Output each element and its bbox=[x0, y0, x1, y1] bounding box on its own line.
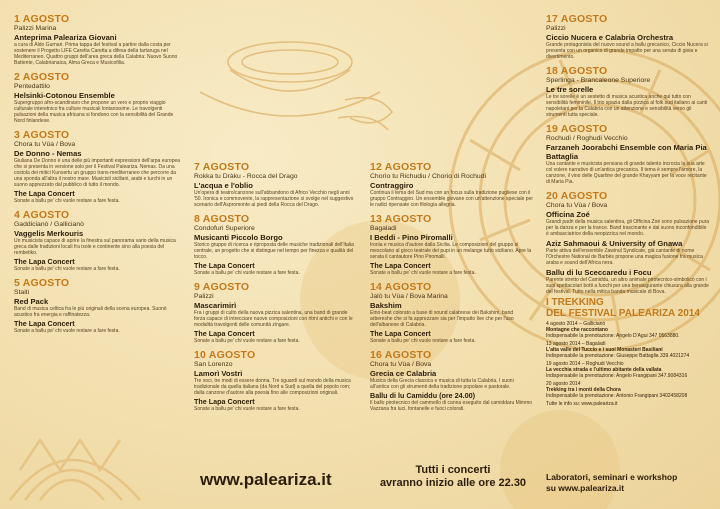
event-date: 2 AGOSTO bbox=[14, 71, 70, 83]
event-date: 3 AGOSTO bbox=[14, 129, 70, 141]
event-place: Chora tu Vùa / Bova bbox=[370, 361, 432, 368]
event-description: Grandi padri della musica salentina, gli Officina Zoé sono pulsazione pura per la danza e per la trance. Band trascinante e dal suono inconfondibile è ambasciatrice della neopizzica nel mondo. bbox=[546, 219, 710, 237]
event-title: Le tre sorelle bbox=[546, 85, 594, 94]
event-2-agosto bbox=[14, 72, 182, 124]
event-description-third: Parente stretto del Camiddu, un altro animale pirotecnico-simbolico con i suoi spettacolari botti a fuochi per una benaugurante chiusura alla grande del festival. Tutto nella mitica banda musicale di Bova. bbox=[546, 277, 709, 295]
event-place: Rokka tu Dràku - Rocca del Drago bbox=[194, 173, 298, 180]
workshops-line-1: Laboratori, seminari e workshop bbox=[546, 472, 678, 482]
event-5-agosto bbox=[14, 278, 182, 334]
event-1-agosto bbox=[14, 14, 182, 66]
event-title: I Beddi - Pino Piromalli bbox=[370, 233, 453, 242]
event-description: Le tre sorelle è un sestetto di musica acustica anche qui tutto con sensibilità femminile. Il trio spazia dalla pizzica al folk sud italiano ai canti napoletani per la Calabria con un attenzione e sensibilità verso gli strumenti tutta speciale. bbox=[546, 94, 708, 118]
concerts-line-2: avranno inizio alle ore 22.30 bbox=[379, 477, 527, 489]
trekking-title: Montagne che raccontano bbox=[546, 327, 608, 333]
event-13-agosto bbox=[370, 214, 534, 276]
event-description: Una cantante e musicista persiana di grande talento incrocia la sua arte col volere narrativo di un'antica grecanica. Il tema è sempre l'amore, la canzone, il vino delle Quartine del grande Khayyam per la voce recitante di Maria Pia. bbox=[546, 161, 707, 185]
event-date: 9 AGOSTO bbox=[194, 281, 250, 293]
event-place: Condofuri Superiore bbox=[194, 225, 255, 232]
special-event-note: Il ballo pirotecnico del cammello di canna eseguito dal camiddaru Mimmo Vazzana fra luci, fontanelle e fuoci colorati. bbox=[370, 400, 533, 412]
event-16-agosto bbox=[370, 350, 534, 412]
trekking-date: 4 agosto 2014 – Gallicianò bbox=[546, 321, 606, 327]
event-place: Sperlinga - Brancaleone Superiore bbox=[546, 77, 651, 84]
concerts-line-1: Tutti i concerti bbox=[415, 464, 491, 476]
event-3-agosto bbox=[14, 130, 182, 204]
event-place: Chora tu Vùa / Bova bbox=[14, 141, 76, 148]
event-17-agosto bbox=[546, 14, 710, 60]
trekking-subheading: DEL FESTIVAL PALEARIZA 2014 bbox=[546, 308, 700, 319]
event-9-agosto bbox=[194, 282, 358, 344]
lapa-concert-note: Sonate a ballu pe' chi vuole restare a fare festa. bbox=[370, 338, 476, 344]
event-date: 17 AGOSTO bbox=[546, 13, 608, 25]
event-place: Staiti bbox=[14, 289, 30, 296]
event-date: 13 AGOSTO bbox=[370, 213, 432, 225]
event-title: Red Pack bbox=[14, 297, 49, 306]
event-description: Etno-beat colorato a base di sound calabrese dei Bakshim, band arbereshe che si fa apprezzare sia per l'impatto live che per l'uso dell'albanese di Calabria. bbox=[370, 310, 514, 328]
lapa-concert-note: Sonate a ballu pe' chi vuole restare a fare festa. bbox=[14, 328, 120, 334]
lapa-concert-note: Sonate a ballu pe' chi vuole restare a fare festa. bbox=[14, 266, 120, 272]
event-date: 1 AGOSTO bbox=[14, 13, 70, 25]
event-description: Continua il tema del Sud ma con un focus sulla tradizione pugliese con il gruppo Contraggiro. Un ensemble giovane con un'attenzione speciale per le radici ripensate con filologia allegria. bbox=[370, 190, 534, 208]
event-12-agosto bbox=[370, 162, 534, 208]
lapa-concert-title: The Lapa Concert bbox=[370, 329, 431, 338]
event-place: Palizzi Marina bbox=[14, 25, 57, 32]
event-date: 18 AGOSTO bbox=[546, 65, 608, 77]
event-10-agosto bbox=[194, 350, 358, 412]
column-1 bbox=[14, 14, 182, 340]
trekking-date: 13 agosto 2014 – Bagaladi bbox=[546, 341, 606, 347]
workshops-line-2: su www.paleariza.it bbox=[546, 483, 625, 493]
event-date: 7 AGOSTO bbox=[194, 161, 250, 173]
event-description: Band di musica celtica fra le più originali della scena europea. Suonò acustico fra energia e raffinatezza. bbox=[14, 306, 167, 318]
trekking-booking: Indispensabile la prenotazione: Angelo D'Agui 347 0563880. bbox=[546, 333, 680, 339]
lapa-concert-title: The Lapa Concert bbox=[14, 319, 75, 328]
event-description: Giuliana De Donno è una delle più importanti espressioni dell'arpa europea che si presenta in versione solo per il Festival Paleariza. Nemas. Da una costola dei mitici Kunsertu un gruppo trans-mediterraneo che percorre da una sponda all'altra il nostro mare. Musicisti siciliani, arabi e turchi in un suono apprezzato dal pubblico di tutto il mondo. bbox=[14, 158, 181, 188]
event-place: Jalò tu Vùa / Bova Marina bbox=[370, 293, 448, 300]
event-place: Pentedattilo bbox=[14, 83, 50, 90]
event-title: Anteprima Paleariza Giovani bbox=[14, 33, 117, 42]
event-description-second: Parte attiva dell'ensemble Zawinul Syndicate, già cantante di nome l'Orchestre National de Barbès propone una magica fusione fra musica araba e sound dell'Africa nera. bbox=[546, 248, 703, 266]
event-title: Grecia ce Calabria bbox=[370, 369, 437, 378]
trekking-info: Tutte le info su: www.paleariza.it bbox=[546, 401, 618, 407]
event-4-agosto bbox=[14, 210, 182, 272]
event-description: Musica della Grecia classica e musica di tutta la Calabria. I suoni all'antica con gli strumenti della tradizione popolare e pastorale. bbox=[370, 378, 514, 390]
lapa-concert-title: The Lapa Concert bbox=[14, 257, 75, 266]
workshops-notice bbox=[546, 472, 712, 494]
event-19-agosto bbox=[546, 124, 710, 185]
trekking-item bbox=[546, 321, 710, 339]
trekking-section bbox=[546, 297, 710, 407]
event-title: Lamorì Vostri bbox=[194, 369, 243, 378]
trekking-date: 19 agosto 2014 – Roghudi Vecchio bbox=[546, 361, 624, 367]
lapa-concert-title: The Lapa Concert bbox=[14, 189, 75, 198]
trekking-booking: Indispensabile la prenotazione: Giuseppe Battaglia 339.4021274 bbox=[546, 353, 690, 359]
event-description: Supergruppo afro-scandinavo che propone un vero e proprio viaggio culturale interetnico fra culture musicali lontanissime. Le travolgenti pulsazioni della musica africana si fondono con la sensibilità del Grande Nord finlandese. bbox=[14, 100, 174, 124]
trekking-booking: Indispensabile la prenotazione: Antonio Frangipani 3402458208 bbox=[546, 393, 688, 399]
event-title: L'acqua e l'oblio bbox=[194, 181, 253, 190]
trekking-item bbox=[546, 341, 710, 359]
trekking-item bbox=[546, 381, 710, 399]
event-date: 5 AGOSTO bbox=[14, 277, 70, 289]
event-description: Ironia e musica d'autore dalla Sicilia. Le composizioni del gruppo si mescolano al gioco teatrale dei pupi in un melange tutto siciliano. Apre la serata il cantautore Pino Piromalli. bbox=[370, 242, 532, 260]
event-date: 19 AGOSTO bbox=[546, 123, 608, 135]
event-description: Un musicista capace di aprire la finestra sul panorama vario della musica greca dalle tradizioni locali fra isole e continente sino alla poesia del rembetiko. bbox=[14, 238, 176, 256]
trekking-heading: I TREKKING bbox=[546, 297, 604, 308]
event-place: Rochudi / Roghudi Vecchio bbox=[546, 135, 628, 142]
event-description: Storico gruppo di ricerca e riproposta delle musiche tradizionali dell'Italia centrale, un progetto che si distingue nel tempo per finezza e qualità del tocco. bbox=[194, 242, 354, 260]
event-title: Helsinki-Cotonou Ensemble bbox=[14, 91, 115, 100]
event-description: Tre voci, tre modi di essere donna. Tre sguardi sul mondo della musica tradizionale da quella italiana (da Nord a Sud) a quella del popolo rom; dalla canzone d'autore alla poesia fino alle composizioni originali. bbox=[194, 378, 351, 396]
event-14-agosto bbox=[370, 282, 534, 344]
event-date: 8 AGOSTO bbox=[194, 213, 250, 225]
event-date: 20 AGOSTO bbox=[546, 190, 608, 202]
event-date: 16 AGOSTO bbox=[370, 349, 432, 361]
trekking-title: La vecchia strada e l'ultimo abitante della vallata bbox=[546, 367, 662, 373]
event-place: Palizzi bbox=[194, 293, 214, 300]
event-title-third: Ballu di lu Sceccaredu i Focu bbox=[546, 268, 652, 277]
event-title: Contraggiro bbox=[370, 181, 414, 190]
event-title: De Donno - Nemas bbox=[14, 149, 82, 158]
event-title: Ciccio Nucera e Calabria Orchestra bbox=[546, 33, 674, 42]
event-title: Bakshim bbox=[370, 301, 402, 310]
event-title: Musicanti Piccolo Borgo bbox=[194, 233, 283, 242]
event-date: 12 AGOSTO bbox=[370, 161, 432, 173]
event-date: 4 AGOSTO bbox=[14, 209, 70, 221]
lapa-concert-title: The Lapa Concert bbox=[370, 261, 431, 270]
event-date: 10 AGOSTO bbox=[194, 349, 256, 361]
event-7-agosto bbox=[194, 162, 358, 208]
event-description: Fra i gruppi di culto della nuova pizzica salentina, una band di grande forza capace di intrecciare nuove composizioni con ritmi antichi e con le modalità travolgenti delle comunità zingare. bbox=[194, 310, 353, 328]
event-title: Vaggelis Merkouris bbox=[14, 229, 84, 238]
event-place: Palizzi bbox=[546, 25, 566, 32]
special-event-title: Ballu di lu Camiddu (ore 24.00) bbox=[370, 391, 476, 400]
event-place: Gaddicianò / Gallicianò bbox=[14, 221, 84, 228]
concerts-start-notice bbox=[370, 464, 536, 490]
trekking-booking: Indispensabile la prenotazione: Angelo Frangipani 347.9084316 bbox=[546, 373, 688, 379]
event-place: Chora tu Vùa / Bova bbox=[546, 202, 608, 209]
lapa-concert-note: Sonate a ballu pe' chi vuole restare a fare festa. bbox=[370, 270, 476, 276]
trekking-date: 20 agosto 2014 bbox=[546, 381, 581, 387]
event-20-agosto bbox=[546, 191, 710, 295]
event-place: Bagaladi bbox=[370, 225, 397, 232]
event-title: Mascarimirì bbox=[194, 301, 237, 310]
event-8-agosto bbox=[194, 214, 358, 276]
event-description: a cura di Aldo Gurnari. Prima tappa del festival a partire dalla costa per sostenere il Progetto LIFE Caretta Caretta a difesa della tartaruga nel Mediterraneo. Quattro gruppi dell'area greca della Calabria: Nuovo Suono Battente, Calabrianaica, Alma Greca e Musicofilia. bbox=[14, 42, 178, 66]
trekking-item bbox=[546, 361, 710, 379]
event-title: Officina Zoé bbox=[546, 210, 590, 219]
event-18-agosto bbox=[546, 66, 710, 118]
lapa-concert-note: Sonate a ballu pe' chi vuole restare a fare festa. bbox=[194, 270, 300, 276]
lapa-concert-title: The Lapa Concert bbox=[194, 329, 255, 338]
column-2 bbox=[194, 162, 358, 418]
event-place: Chorìo tu Richudiu / Chorio di Rochudi bbox=[370, 173, 486, 180]
event-description: Un'opera di teatro/canzone sull'abbandono di Africo Vecchio negli anni '50. Ironica e commovente, la rappresentazione si svolge nel suggestivo scenario dell'Aspromonte ai piedi della Rocca del Drago. bbox=[194, 190, 354, 208]
lapa-concert-note: Sonate a ballu pe' chi vuole restare a fare festa. bbox=[194, 338, 300, 344]
lapa-concert-note: Sonate a ballu pe' chi vuole restare a fare festa. bbox=[14, 198, 120, 204]
column-4 bbox=[546, 14, 710, 407]
lapa-concert-note: Sonate a ballu pe' chi vuole restare a fare festa. bbox=[194, 406, 300, 412]
event-description: Grande protagonista del nuovo sound a ballu grecanico, Ciccio Nucera si presenta con un organico di grande impatto per una serata di gioia e divertimento. bbox=[546, 42, 708, 60]
column-3 bbox=[370, 162, 534, 418]
lapa-concert-title: The Lapa Concert bbox=[194, 261, 255, 270]
trekking-title: Trekking tra i monti della Chora bbox=[546, 387, 621, 393]
event-place: San Lorenzo bbox=[194, 361, 233, 368]
trekking-title: L'alta valle del Tuccio e i suoi Monasteri Basiliani bbox=[546, 347, 663, 353]
event-title-second: Aziz Sahmaoui & University of Gnawa bbox=[546, 239, 683, 248]
lapa-concert-title: The Lapa Concert bbox=[194, 397, 255, 406]
event-date: 14 AGOSTO bbox=[370, 281, 432, 293]
website-link[interactable]: www.paleariza.it bbox=[200, 470, 332, 489]
event-title: Farzaneh Joorabchi Ensemble con Maria Pia Battaglia bbox=[546, 143, 707, 161]
